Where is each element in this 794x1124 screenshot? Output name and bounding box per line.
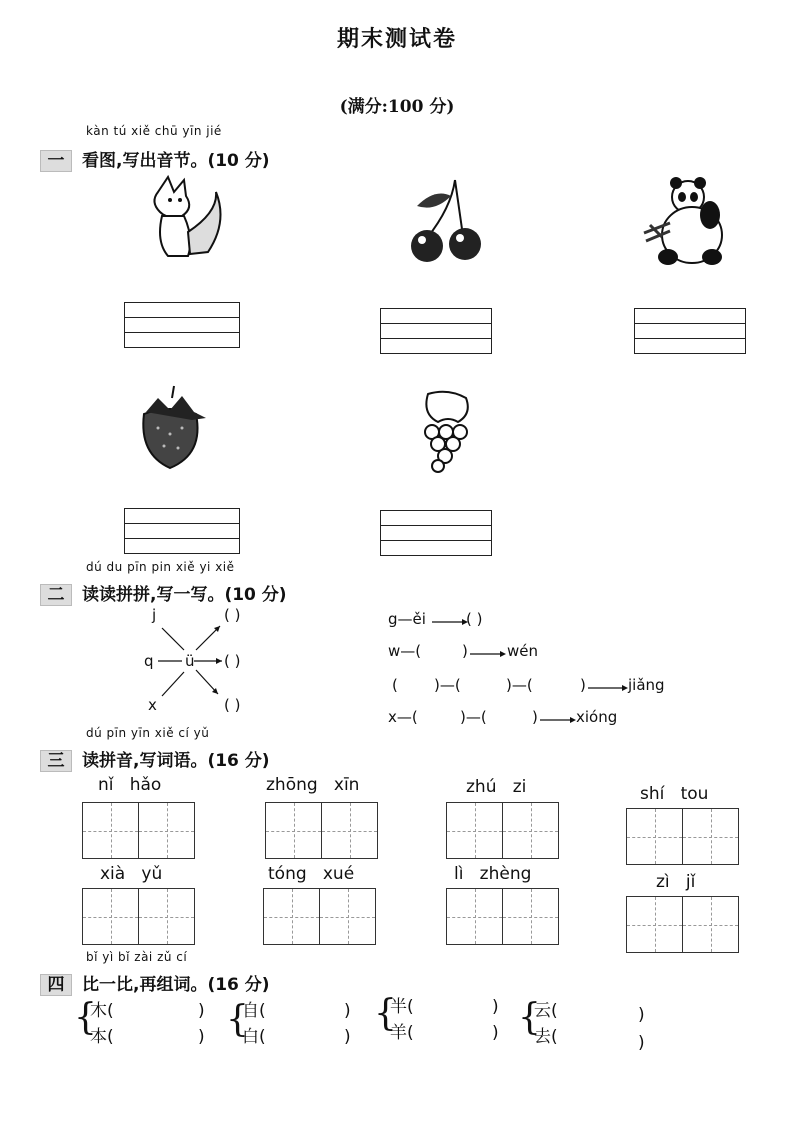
arrow-icon <box>588 684 628 692</box>
writing-grid[interactable] <box>82 802 195 859</box>
chain-3-open: ( <box>392 676 398 694</box>
s1-pinyin: kàn tú xiě chū yīn jié <box>86 124 222 138</box>
strawberry-picture <box>134 384 214 472</box>
compare-char-b: 本( <box>90 1027 114 1047</box>
writing-grid[interactable] <box>626 896 739 953</box>
brace-icon: { <box>74 997 97 1038</box>
close-paren: ) <box>638 1005 645 1025</box>
initial-j: j <box>152 606 157 624</box>
word-pinyin: shí tou <box>640 784 709 804</box>
word-pinyin: tóng xué <box>268 864 355 884</box>
word-pinyin: xià yǔ <box>100 864 163 884</box>
answer-lines-grapes[interactable] <box>380 510 492 556</box>
answer-lines-fox[interactable] <box>124 302 240 348</box>
s1-number: 一 <box>40 150 72 172</box>
chain-2-close: ) <box>462 642 468 660</box>
chain-1-answer[interactable]: ( ) <box>466 610 483 628</box>
word-pinyin: nǐ hǎo <box>98 775 162 795</box>
s2-heading-text: 读读拼拼,写一写。(10 分) <box>82 585 287 605</box>
close-paren: ) <box>492 1023 499 1043</box>
compare-char-a: 半( <box>390 997 414 1017</box>
answer-lines-cherries[interactable] <box>380 308 492 354</box>
s4-pinyin: bǐ yì bǐ zài zǔ cí <box>86 950 188 964</box>
close-paren: ) <box>344 1027 351 1047</box>
s2-heading <box>40 580 287 606</box>
chain-2-start: w—( <box>388 642 422 660</box>
cherries-picture <box>405 178 490 266</box>
chain-3-result: jiǎng <box>628 676 665 694</box>
chain-1-start: g—ěi <box>388 610 426 628</box>
total-score: (满分:100 分) <box>339 97 455 117</box>
close-paren: ) <box>344 1001 351 1021</box>
panda-picture <box>640 175 730 270</box>
close-paren: ) <box>198 1001 205 1021</box>
s3-pinyin: dú pīn yīn xiě cí yǔ <box>86 726 210 740</box>
arrow-icon <box>432 618 468 626</box>
chain-3-mid1: )—( <box>434 676 461 694</box>
brace-icon: { <box>518 997 541 1038</box>
s1-heading <box>40 146 270 172</box>
page-title: 期末测试卷 <box>336 26 457 52</box>
word-pinyin: zhú zi <box>466 777 527 797</box>
word-pinyin: zì jǐ <box>656 872 696 892</box>
writing-grid[interactable] <box>446 802 559 859</box>
chain-3-mid2: )—( <box>506 676 533 694</box>
compare-char-a: 木( <box>90 1001 114 1021</box>
final-u: ü <box>185 652 195 670</box>
writing-grid[interactable] <box>82 888 195 945</box>
answer-lines-panda[interactable] <box>634 308 746 354</box>
chain-2-result: wén <box>507 642 539 660</box>
answer-xu[interactable]: ( ) <box>224 696 241 714</box>
s3-heading <box>40 746 270 772</box>
s3-heading-text: 读拼音,写词语。(16 分) <box>82 751 270 771</box>
answer-ju[interactable]: ( ) <box>224 606 241 624</box>
writing-grid[interactable] <box>263 888 376 945</box>
close-paren: ) <box>638 1033 645 1053</box>
answer-qu[interactable]: ( ) <box>224 652 241 670</box>
initial-x: x <box>148 696 157 714</box>
s4-number: 四 <box>40 974 72 996</box>
brace-icon: { <box>374 993 397 1034</box>
s3-number: 三 <box>40 750 72 772</box>
fox-picture <box>138 172 228 262</box>
compare-char-b: 羊( <box>390 1023 414 1043</box>
s4-heading <box>40 970 270 996</box>
writing-grid[interactable] <box>626 808 739 865</box>
chain-3-close: ) <box>580 676 586 694</box>
s1-heading-text: 看图,写出音节。(10 分) <box>82 151 270 171</box>
arrow-icon <box>540 716 576 724</box>
close-paren: ) <box>492 997 499 1017</box>
compare-char-a: 云( <box>534 1001 558 1021</box>
compare-char-b: 去( <box>534 1027 558 1047</box>
chain-4-mid: )—( <box>460 708 487 726</box>
writing-grid[interactable] <box>265 802 378 859</box>
compare-char-a: 自( <box>242 1001 266 1021</box>
grapes-picture <box>408 388 478 474</box>
answer-lines-strawberry[interactable] <box>124 508 240 554</box>
chain-4-result: xióng <box>576 708 618 726</box>
word-pinyin: lì zhèng <box>454 864 532 884</box>
initial-q: q <box>144 652 154 670</box>
word-pinyin: zhōng xīn <box>266 775 360 795</box>
chain-4-start: x—( <box>388 708 418 726</box>
s2-pinyin: dú du pīn pin xiě yi xiě <box>86 560 235 574</box>
s2-number: 二 <box>40 584 72 606</box>
chain-4-close: ) <box>532 708 538 726</box>
arrow-icon <box>470 650 506 658</box>
s4-heading-text: 比一比,再组词。(16 分) <box>82 975 270 995</box>
compare-char-b: 白( <box>242 1027 266 1047</box>
writing-grid[interactable] <box>446 888 559 945</box>
close-paren: ) <box>198 1027 205 1047</box>
brace-icon: { <box>226 999 249 1040</box>
